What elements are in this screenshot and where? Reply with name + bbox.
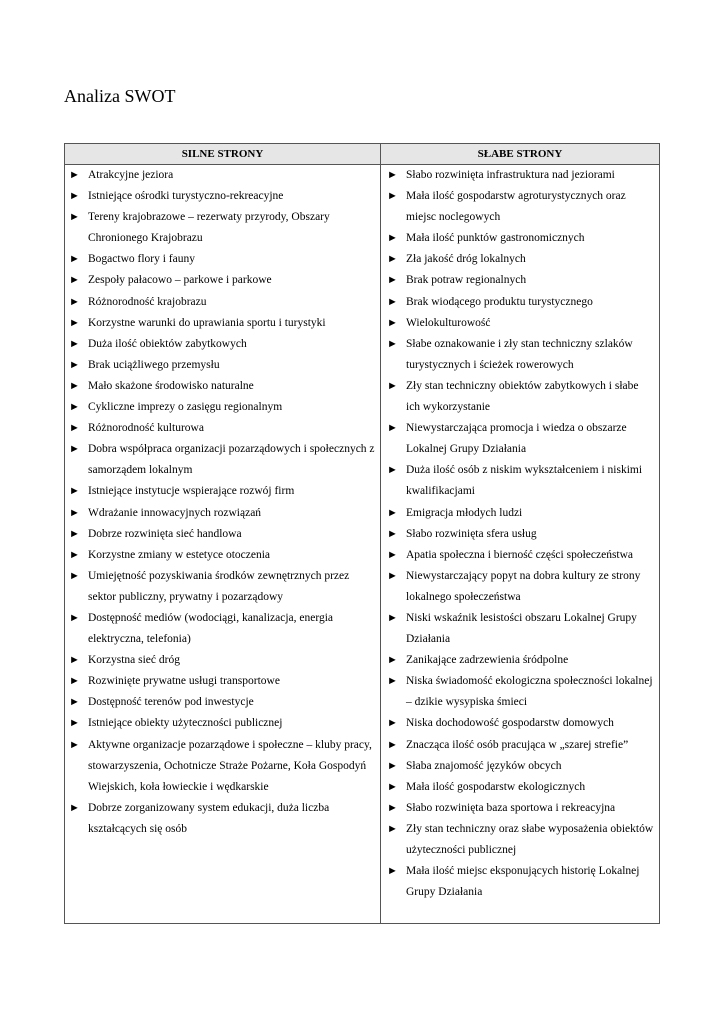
weakness-item-text: Słabe oznakowanie i zły stan techniczny szlaków turystycznych i ścieżek rowerowych	[406, 337, 633, 371]
weakness-item	[381, 566, 659, 608]
triangle-bullet-icon: ►	[69, 274, 80, 287]
triangle-bullet-icon: ►	[69, 675, 80, 688]
triangle-bullet-icon: ►	[69, 569, 80, 582]
triangle-bullet-icon: ►	[69, 169, 80, 181]
strength-item	[65, 165, 380, 186]
weakness-item-text: Zły stan techniczny obiektów zabytkowych i słabe ich wykorzystanie	[406, 379, 639, 414]
triangle-bullet-icon: ►	[387, 316, 398, 329]
triangle-bullet-icon: ►	[387, 337, 398, 350]
triangle-bullet-icon: ►	[69, 401, 80, 414]
weakness-item	[381, 165, 659, 186]
triangle-bullet-icon: ►	[69, 337, 80, 350]
weakness-item-text: Słabo rozwinięta infrastruktura nad jeziorami	[406, 169, 615, 181]
triangle-bullet-icon: ►	[69, 358, 80, 371]
triangle-bullet-icon: ►	[69, 316, 80, 329]
triangle-bullet-icon: ►	[387, 717, 398, 730]
triangle-bullet-icon: ►	[387, 190, 398, 203]
triangle-bullet-icon: ►	[387, 611, 398, 624]
strength-item	[65, 207, 380, 249]
table-header-row	[65, 144, 659, 165]
strength-item	[65, 608, 380, 650]
strength-item	[65, 671, 380, 692]
strength-item-text: Korzystna sieć dróg	[88, 654, 180, 667]
weakness-item	[381, 228, 659, 249]
strength-item-text: Dostępność mediów (wodociągi, kanalizacja, energia elektryczna, telefonia)	[88, 611, 334, 646]
strength-item-text: Korzystne zmiany w estetyce otoczenia	[88, 548, 271, 561]
strength-item	[65, 334, 380, 355]
swot-table	[64, 143, 660, 924]
weakness-item-text: Zły stan techniczny oraz słabe wyposażenia obiektów użyteczności publicznej	[406, 822, 654, 856]
strength-item	[65, 186, 380, 207]
weakness-item-text: Mała ilość punktów gastronomicznych	[406, 232, 585, 245]
weakness-item-text: Mała ilość miejsc eksponujących historię Lokalnej Grupy Działania	[406, 865, 640, 899]
strength-item-text: Różnorodność kulturowa	[88, 422, 204, 435]
strength-item	[65, 418, 380, 439]
strength-item	[65, 503, 380, 524]
weakness-item-text: Słabo rozwinięta baza sportowa i rekreacyjna	[406, 801, 616, 814]
weakness-item	[381, 376, 659, 418]
triangle-bullet-icon: ►	[387, 232, 398, 245]
triangle-bullet-icon: ►	[69, 253, 80, 266]
weakness-item	[381, 270, 659, 291]
weakness-item	[381, 313, 659, 334]
strength-item	[65, 270, 380, 291]
weakness-item	[381, 545, 659, 566]
triangle-bullet-icon: ►	[387, 738, 398, 751]
triangle-bullet-icon: ►	[69, 717, 80, 730]
weakness-item	[381, 503, 659, 524]
strength-item-text: Tereny krajobrazowe – rezerwaty przyrody, Obszary Chronionego Krajobrazu	[88, 211, 330, 245]
weakness-item	[381, 671, 659, 713]
strength-item-text: Różnorodność krajobrazu	[88, 295, 207, 308]
weakness-item-text: Zanikające zadrzewienia śródpolne	[406, 654, 569, 667]
weakness-item	[381, 777, 659, 798]
strength-item-text: Dobrze rozwinięta sieć handlowa	[88, 527, 242, 540]
triangle-bullet-icon: ►	[69, 654, 80, 667]
weakness-item	[381, 418, 659, 460]
triangle-bullet-icon: ►	[387, 295, 398, 308]
strength-item-text: Atrakcyjne jeziora	[88, 169, 174, 181]
weakness-item-text: Niewystarczający popyt na dobra kultury ze strony lokalnego społeczeństwa	[406, 569, 641, 603]
weakness-item-text: Słabo rozwinięta sfera usług	[406, 527, 537, 540]
strength-item-text: Cykliczne imprezy o zasięgu regionalnym	[88, 401, 283, 414]
weakness-item-text: Apatia społeczna i bierność części społeczeństwa	[406, 548, 634, 561]
strength-item-text: Zespoły pałacowo – parkowe i parkowe	[88, 274, 272, 287]
triangle-bullet-icon: ►	[387, 675, 398, 688]
triangle-bullet-icon: ►	[387, 506, 398, 519]
strength-item-text: Istniejące ośrodki turystyczno-rekreacyjne	[88, 190, 284, 203]
weakness-item	[381, 524, 659, 545]
table-body-row	[65, 165, 659, 923]
triangle-bullet-icon: ►	[387, 759, 398, 772]
strength-item-text: Umiejętność pozyskiwania środków zewnętrznych przez sektor publiczny, prywatny i pozarządowy	[88, 569, 350, 603]
weakness-item	[381, 186, 659, 228]
strength-item	[65, 566, 380, 608]
weaknesses-list	[381, 165, 659, 903]
triangle-bullet-icon: ►	[387, 527, 398, 540]
triangle-bullet-icon: ►	[387, 379, 398, 392]
weakness-item-text: Zła jakość dróg lokalnych	[406, 253, 526, 266]
triangle-bullet-icon: ►	[387, 253, 398, 266]
strength-item	[65, 481, 380, 502]
triangle-bullet-icon: ►	[69, 295, 80, 308]
strength-item-text: Aktywne organizacje pozarządowe i społeczne – kluby pracy, stowarzyszenia, Ochotnicze Straże Pożarne, Koła Gospodyń Wiejskich, koła łowieckie i wędkarskie	[88, 738, 372, 793]
weakness-item	[381, 460, 659, 502]
strength-item	[65, 713, 380, 734]
weakness-item-text: Niska świadomość ekologiczna społeczności lokalnej – dzikie wysypiska śmieci	[406, 675, 653, 709]
strength-item-text: Mało skażone środowisko naturalne	[88, 379, 254, 392]
triangle-bullet-icon: ►	[69, 696, 80, 709]
strength-item	[65, 376, 380, 397]
strength-item	[65, 313, 380, 334]
strength-item-text: Istniejące obiekty użyteczności publicznej	[88, 717, 283, 730]
weakness-item	[381, 756, 659, 777]
weakness-item	[381, 735, 659, 756]
triangle-bullet-icon: ►	[69, 527, 80, 540]
triangle-bullet-icon: ►	[387, 801, 398, 814]
strength-item-text: Bogactwo flory i fauny	[88, 253, 195, 266]
strength-item	[65, 650, 380, 671]
triangle-bullet-icon: ►	[387, 780, 398, 793]
weakness-item	[381, 334, 659, 376]
weakness-item-text: Emigracja młodych ludzi	[406, 506, 523, 519]
weakness-item-text: Słaba znajomość języków obcych	[406, 759, 562, 772]
triangle-bullet-icon: ►	[69, 485, 80, 498]
strength-item-text: Brak uciążliwego przemysłu	[88, 358, 220, 371]
triangle-bullet-icon: ►	[387, 274, 398, 287]
strength-item-text: Rozwinięte prywatne usługi transportowe	[88, 675, 280, 688]
triangle-bullet-icon: ►	[69, 506, 80, 519]
strengths-header: SILNE STRONY	[65, 144, 381, 164]
strength-item	[65, 524, 380, 545]
strength-item	[65, 355, 380, 376]
triangle-bullet-icon: ►	[69, 443, 80, 456]
triangle-bullet-icon: ►	[69, 738, 80, 751]
triangle-bullet-icon: ►	[69, 548, 80, 561]
weakness-item-text: Mała ilość gospodarstw agroturystycznych oraz miejsc noclegowych	[406, 190, 626, 224]
strength-item-text: Korzystne warunki do uprawiania sportu i turystyki	[88, 316, 326, 329]
strength-item	[65, 249, 380, 270]
strength-item-text: Dobrze zorganizowany system edukacji, duża liczba kształcących się osób	[88, 801, 330, 835]
weakness-item-text: Brak wiodącego produktu turystycznego	[406, 295, 593, 308]
weakness-item	[381, 713, 659, 734]
strength-item	[65, 439, 380, 481]
weakness-item-text: Znacząca ilość osób pracująca w „szarej strefie”	[406, 738, 629, 751]
document-title: Analiza SWOT	[64, 86, 176, 106]
weakness-item	[381, 819, 659, 861]
triangle-bullet-icon: ►	[69, 190, 80, 203]
triangle-bullet-icon: ►	[69, 611, 80, 624]
triangle-bullet-icon: ►	[69, 211, 80, 224]
triangle-bullet-icon: ►	[387, 169, 398, 181]
weakness-item	[381, 798, 659, 819]
weakness-item-text: Brak potraw regionalnych	[406, 274, 527, 287]
strengths-list	[65, 165, 380, 840]
strength-item-text: Dobra współpraca organizacji pozarządowych i społecznych z samorządem lokalnym	[88, 443, 375, 477]
strength-item-text: Istniejące instytucje wspierające rozwój firm	[88, 485, 295, 498]
triangle-bullet-icon: ►	[69, 422, 80, 435]
strength-item-text: Duża ilość obiektów zabytkowych	[88, 337, 247, 350]
triangle-bullet-icon: ►	[69, 379, 80, 392]
weakness-item	[381, 292, 659, 313]
weakness-item-text: Wielokulturowość	[406, 316, 491, 329]
strength-item	[65, 692, 380, 713]
triangle-bullet-icon: ►	[387, 822, 398, 835]
weakness-item-text: Duża ilość osób z niskim wykształceniem i niskimi kwalifikacjami	[406, 464, 643, 498]
strength-item	[65, 292, 380, 313]
weaknesses-header: SŁABE STRONY	[477, 148, 563, 160]
triangle-bullet-icon: ►	[387, 654, 398, 667]
strength-item-text: Dostępność terenów pod inwestycje	[88, 696, 254, 709]
weakness-item-text: Niski wskaźnik lesistości obszaru Lokalnej Grupy Działania	[406, 611, 637, 646]
strength-item	[65, 397, 380, 418]
strength-item-text: Wdrażanie innowacyjnych rozwiązań	[88, 506, 262, 519]
weakness-item	[381, 249, 659, 270]
weaknesses-column	[381, 165, 659, 923]
triangle-bullet-icon: ►	[387, 865, 398, 878]
weakness-item-text: Niewystarczająca promocja i wiedza o obszarze Lokalnej Grupy Działania	[406, 422, 627, 456]
strengths-column	[65, 165, 381, 923]
triangle-bullet-icon: ►	[387, 569, 398, 582]
strength-item	[65, 545, 380, 566]
weakness-item-text: Niska dochodowość gospodarstw domowych	[406, 717, 614, 730]
triangle-bullet-icon: ►	[387, 464, 398, 477]
weakness-item	[381, 861, 659, 903]
strength-item	[65, 735, 380, 798]
weakness-item-text: Mała ilość gospodarstw ekologicznych	[406, 780, 586, 793]
triangle-bullet-icon: ►	[387, 548, 398, 561]
triangle-bullet-icon: ►	[387, 422, 398, 435]
weakness-item	[381, 608, 659, 650]
weakness-item	[381, 650, 659, 671]
triangle-bullet-icon: ►	[69, 801, 80, 814]
strength-item	[65, 798, 380, 840]
